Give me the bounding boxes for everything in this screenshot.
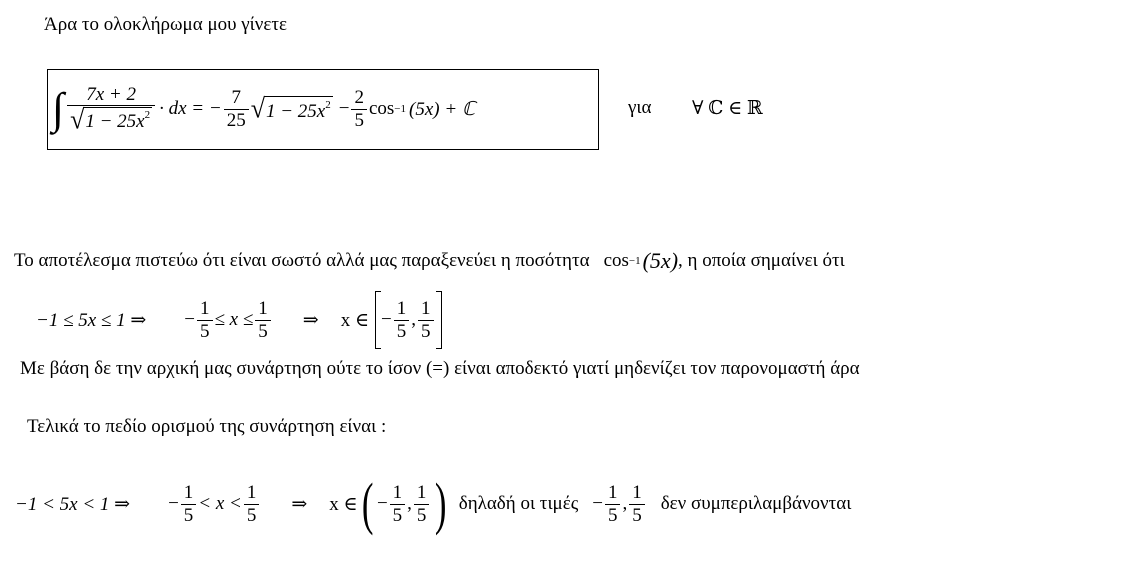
fraction-denominator: 5 [244, 504, 260, 526]
minus-sign: − [592, 493, 603, 514]
intro-text: Άρα το ολοκλήρωμα μου γίνετε [44, 14, 287, 35]
cos-argument: (5x) + ℂ [409, 98, 476, 120]
paragraph-1 [14, 246, 845, 276]
exponent: 2 [144, 109, 151, 122]
fraction-one-fifth [394, 299, 410, 342]
integral-sign-icon: ∫ [52, 84, 65, 133]
coef-numerator: 2 [354, 86, 364, 108]
coef-denominator: 5 [351, 109, 367, 131]
integrand-denominator-root [70, 104, 152, 136]
paragraph-3: Τελικά το πεδίο ορισμού της συνάρτηση είναι : [27, 416, 387, 437]
fraction-denominator: 5 [255, 320, 271, 342]
fraction-one-fifth [418, 299, 434, 342]
root-term [250, 92, 333, 124]
cos-function: cos [603, 250, 629, 271]
minus-sign: − [381, 309, 392, 330]
fraction-one-fifth [414, 483, 430, 526]
inverse-exponent: −1 [394, 103, 406, 115]
inequality-2 [15, 472, 851, 536]
fraction-denominator: 5 [390, 504, 406, 526]
coef-denominator: 25 [224, 109, 249, 131]
fraction-one-fifth [255, 299, 271, 342]
right-bracket-icon [436, 291, 442, 349]
comma: , [411, 309, 417, 330]
integrand-radicand: 1 − 25x [85, 111, 145, 133]
minus-sign: − [376, 493, 388, 514]
fraction-denominator: 5 [394, 320, 410, 342]
cos-argument: (5x) [642, 248, 679, 273]
inequality-middle: ≤ x ≤ [214, 309, 254, 330]
fraction-numerator: 1 [258, 297, 268, 319]
radicand: 1 − 25x [265, 100, 326, 122]
comma: , [407, 493, 412, 514]
minus-sign: − [184, 309, 195, 330]
fraction-numerator: 1 [396, 297, 407, 319]
inequality-middle: < x < [198, 493, 242, 514]
fraction-numerator: 1 [421, 297, 431, 319]
fraction-denominator: 5 [629, 504, 645, 526]
left-paren-icon: ( [361, 471, 374, 536]
fraction-one-fifth [181, 483, 197, 526]
inequality-1 [36, 290, 442, 350]
fraction-numerator: 1 [246, 481, 257, 503]
fraction-numerator: 1 [416, 481, 427, 503]
inequality-left: −1 < 5x < 1 ⇒ [15, 493, 131, 515]
fraction-numerator: 1 [392, 481, 403, 503]
coef-7-25 [224, 88, 249, 131]
fraction-one-fifth [197, 299, 213, 342]
implies-arrow-icon: ⇒ [302, 309, 319, 331]
paragraph-1-after: , η οποία σημαίνει ότι [678, 250, 845, 271]
fraction-numerator: 1 [607, 481, 618, 503]
fraction-numerator: 1 [200, 297, 210, 319]
inequality-left: −1 ≤ 5x ≤ 1 ⇒ [36, 309, 147, 331]
coef-2-5 [351, 88, 367, 131]
fraction-one-fifth [605, 483, 621, 526]
integrand-numerator: 7x + 2 [86, 83, 136, 105]
minus-sign: − [168, 493, 179, 514]
result-formula [52, 74, 475, 144]
not-included-text: δεν συμπεριλαμβάνονται [660, 493, 852, 514]
fraction-denominator: 5 [197, 320, 213, 342]
radical-icon: √ [70, 104, 85, 136]
coef-numerator: 7 [231, 86, 241, 108]
cos-function: cos [368, 98, 395, 119]
fraction-numerator: 1 [632, 481, 642, 503]
minus-sign: − [338, 98, 350, 119]
x-in: x ∈ [340, 309, 370, 331]
that-is-text: δηλαδή οι τιμές [458, 493, 579, 514]
fraction-denominator: 5 [418, 320, 434, 342]
fraction-one-fifth [629, 483, 645, 526]
for-text: για [628, 97, 652, 118]
x-in: x ∈ [329, 493, 358, 515]
inverse-exponent: −1 [628, 255, 641, 267]
fraction-denominator: 5 [181, 504, 197, 526]
radical-icon: √ [250, 92, 265, 124]
paragraph-2: Με βάση δε την αρχική μας συνάρτηση ούτε το ίσον (=) είναι αποδεκτό γιατί μηδενίζει τον παρονομαστή άρα [20, 358, 860, 379]
implies-arrow-icon: ⇒ [291, 493, 308, 515]
fraction-denominator: 5 [605, 504, 621, 526]
fraction-one-fifth [244, 483, 260, 526]
fraction-denominator: 5 [414, 504, 430, 526]
integrand-fraction [67, 85, 155, 134]
quantifier: ∀ ℂ ∈ ℝ [692, 98, 763, 119]
fraction-numerator: 1 [183, 481, 194, 503]
paragraph-1-text: Το αποτέλεσμα πιστεύω ότι είναι σωστό αλλά μας παραξενεύει η ποσότητα [14, 250, 590, 271]
exponent: 2 [325, 98, 331, 111]
dx-equals: · dx = − [159, 98, 222, 119]
fraction-one-fifth [390, 483, 406, 526]
right-paren-icon: ) [435, 471, 447, 536]
comma: , [622, 493, 628, 514]
